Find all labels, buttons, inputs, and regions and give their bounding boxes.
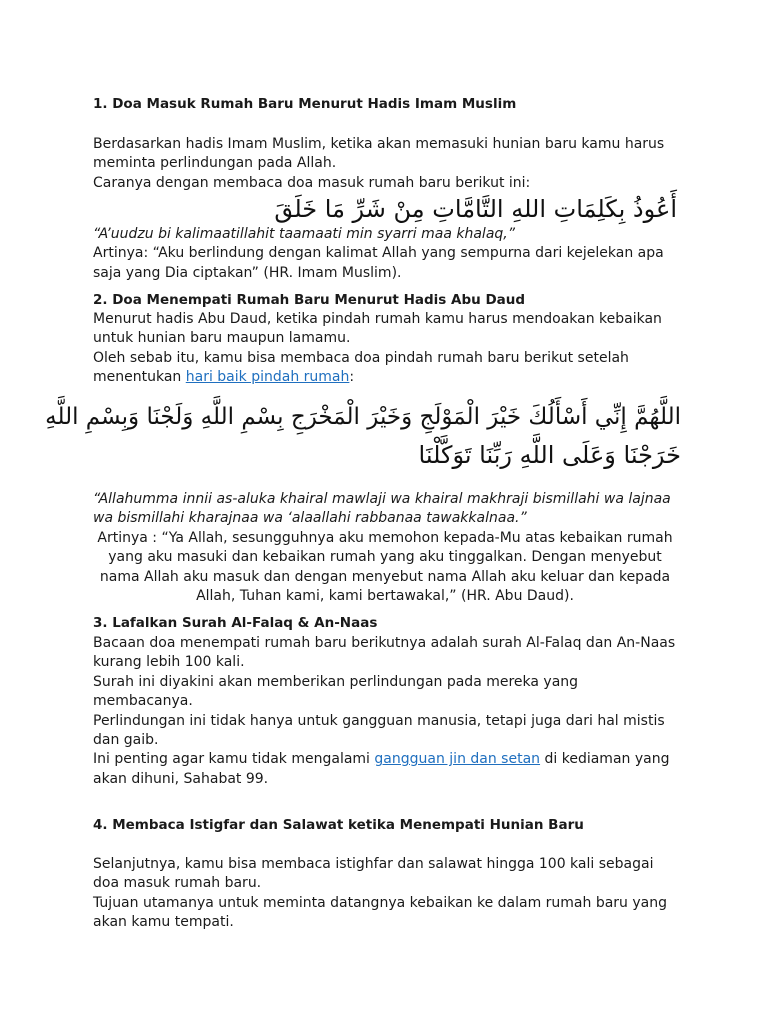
section-2-paragraph-2	[93, 349, 677, 388]
section-4-body	[93, 855, 677, 933]
section-2-body	[93, 310, 677, 388]
section-3-heading: 3. Lafalkan Surah Al-Falaq & An-Naas	[93, 615, 378, 631]
section-2-arabic-line-1: اللَّهُمَّ إِنِّي أَسْأَلُكَ خَيْرَ الْمَوْلَجِ وَخَيْرَ الْمَخْرَجِ بِسْمِ اللَّهِ وَلَجْنَا وَبِسْمِ اللَّهِ	[45, 404, 681, 430]
section-1-paragraph-1: Berdasarkan hadis Imam Muslim, ketika akan memasuki hunian baru kamu harus meminta perlindungan pada Allah.	[93, 136, 665, 172]
section-1-arabic-prayer: أَعُوذُ بِكَلِمَاتِ اللهِ التَّامَّاتِ مِنْ شَرِّ مَا خَلَقَ	[274, 195, 677, 223]
section-2-paragraph-2-end: :	[349, 369, 355, 386]
section-3-paragraph-3: Perlindungan ini tidak hanya untuk gangguan manusia, tetapi juga dari hal mistis dan gaib.	[93, 712, 665, 749]
section-2-translation	[93, 490, 677, 606]
section-3-paragraph-4-text: Ini penting agar kamu tidak mengalami	[93, 751, 375, 768]
section-2-heading: 2. Doa Menempati Rumah Baru Menurut Hadis Abu Daud	[93, 292, 526, 308]
section-3-body	[93, 634, 677, 789]
section-1-body	[93, 135, 677, 193]
section-3-paragraph-4-end: di kediaman yang akan dihuni, Sahabat 99.	[93, 751, 670, 787]
section-2-latin-transliteration: “Allahumma innii as-aluka khairal mawlaji wa khairal makhraji bismillahi wa lajnaa wa bismillahi kharajnaa wa ‘alaallahi rabbanaa tawakkalnaa.”	[93, 491, 671, 527]
section-1-latin-transliteration: “A’uudzu bi kalimaatillahit taamaati min syarri maa khalaq,”	[93, 226, 515, 242]
section-4-paragraph-2: Tujuan utamanya untuk meminta datangnya kebaikan ke dalam rumah baru yang akan kamu tempati.	[93, 894, 667, 931]
section-2-paragraph-1: Menurut hadis Abu Daud, ketika pindah rumah kamu harus mendoakan kebaikan untuk hunian baru maupun lamamu.	[93, 311, 662, 347]
section-2-arabic-line-2: خَرَجْنَا وَعَلَى اللَّهِ رَبِّنَا تَوَكَّلْنَا	[418, 441, 681, 469]
section-1-meaning: Artinya: “Aku berlindung dengan kalimat Allah yang sempurna dari kejelekan apa saja yang Dia ciptakan” (HR. Imam Muslim).	[93, 245, 664, 281]
section-1-heading: 1. Doa Masuk Rumah Baru Menurut Hadis Imam Muslim	[93, 96, 517, 112]
section-2-paragraph-2-text: Oleh sebab itu, kamu bisa membaca doa pindah rumah baru berikut setelah menentukan	[93, 349, 629, 386]
hari-baik-pindah-rumah-link[interactable]: hari baik pindah rumah	[185, 369, 350, 386]
section-1-translation	[93, 225, 677, 283]
gangguan-jin-dan-setan-link[interactable]: gangguan jin dan setan	[374, 751, 541, 768]
section-4-paragraph-1: Selanjutnya, kamu bisa membaca istighfar dan salawat hingga 100 kali sebagai doa masuk rumah baru.	[93, 856, 654, 892]
section-4-heading: 4. Membaca Istigfar dan Salawat ketika Menempati Hunian Baru	[93, 817, 584, 833]
section-3-paragraph-4	[93, 750, 677, 789]
section-2-meaning: Artinya : “Ya Allah, sesungguhnya aku memohon kepada-Mu atas kebaikan rumah yang aku masuki dan kebaikan rumah yang aku tinggalkan. Dengan menyebut nama Allah aku masuk dan dengan menyebut nama Allah aku keluar dan kepada Allah, Tuhan kami, kami bertawakal,” (HR. Abu Daud).	[97, 529, 673, 605]
section-2-arabic-prayer	[45, 398, 681, 474]
section-3-paragraph-2: Surah ini diyakini akan memberikan perlindungan pada mereka yang membacanya.	[93, 673, 579, 710]
section-1-paragraph-2: Caranya dengan membaca doa masuk rumah baru berikut ini:	[93, 174, 531, 191]
section-3-paragraph-1: Bacaan doa menempati rumah baru berikutnya adalah surah Al-Falaq dan An-Naas kurang lebih 100 kali.	[93, 635, 676, 671]
